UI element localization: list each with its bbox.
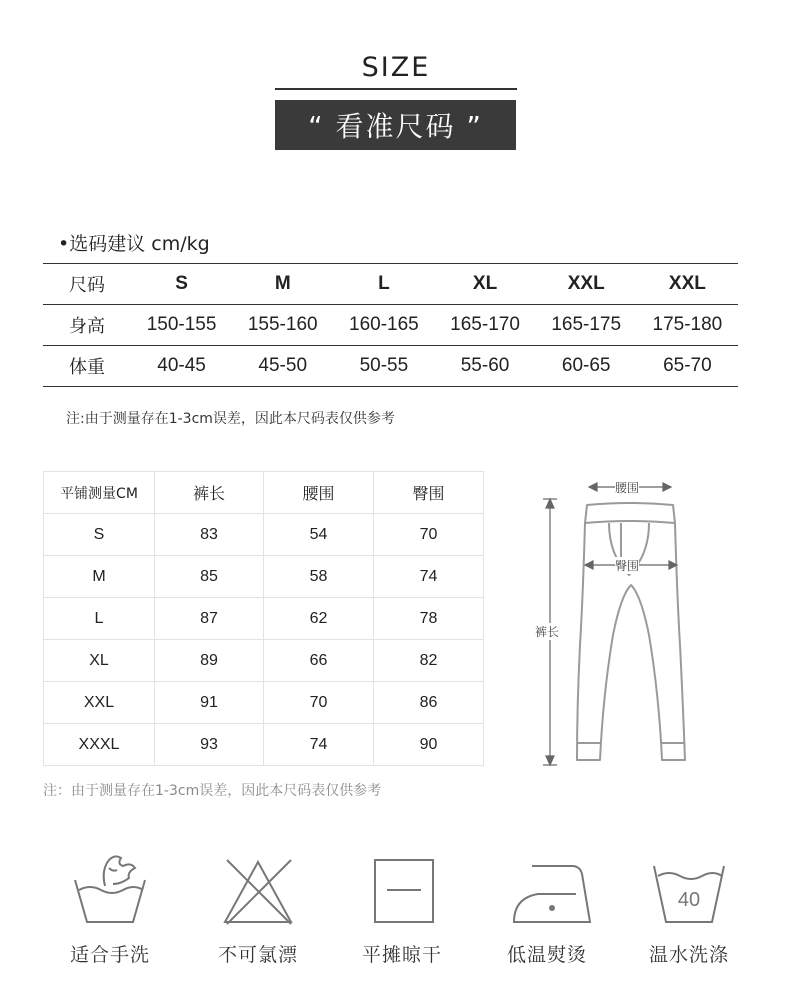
waist-cell: 74 — [264, 724, 374, 766]
size-cell: S — [44, 514, 155, 556]
weight-cell: 55-60 — [434, 346, 535, 387]
flat-dry-icon — [357, 850, 447, 930]
height-cell: 165-175 — [536, 305, 637, 346]
table-row — [43, 346, 738, 387]
hip-cell: 86 — [374, 682, 484, 724]
care-label: 不可氯漂 — [217, 944, 298, 966]
waist-cell: 62 — [264, 598, 374, 640]
no-bleach-icon — [213, 850, 303, 930]
weight-cell: 60-65 — [536, 346, 637, 387]
length-cell: 85 — [155, 556, 264, 598]
column-header: 臀围 — [374, 472, 484, 514]
row-label: 尺码 — [43, 264, 131, 305]
hip-cell: 74 — [374, 556, 484, 598]
care-label: 适合手洗 — [69, 944, 150, 966]
size-cell: S — [131, 264, 232, 305]
height-cell: 150-155 — [131, 305, 232, 346]
table-header-row — [44, 472, 484, 514]
size-cell: L — [333, 264, 434, 305]
pants-diagram — [525, 475, 695, 779]
table-row — [43, 264, 738, 305]
hip-cell: 90 — [374, 724, 484, 766]
waist-cell: 54 — [264, 514, 374, 556]
length-cell: 91 — [155, 682, 264, 724]
waist-cell: 70 — [264, 682, 374, 724]
length-cell: 87 — [155, 598, 264, 640]
care-wash-40 — [634, 850, 744, 967]
column-header: 裤长 — [155, 472, 264, 514]
weight-cell: 40-45 — [131, 346, 232, 387]
length-label: 裤长 — [535, 625, 560, 639]
recommendation-note: 注:由于测量存在1-3cm误差，因此本尺码表仅供参考 — [66, 411, 395, 427]
title-divider — [275, 88, 517, 90]
height-cell: 160-165 — [333, 305, 434, 346]
table-row — [44, 556, 484, 598]
height-cell: 175-180 — [637, 305, 738, 346]
banner: “ 看准尺码 ” — [275, 100, 516, 150]
care-label: 平摊晾干 — [361, 944, 442, 966]
weight-cell: 65-70 — [637, 346, 738, 387]
size-cell: XXL — [536, 264, 637, 305]
measurement-table — [43, 471, 484, 766]
table-row — [44, 682, 484, 724]
hip-label: 臀围 — [615, 559, 640, 573]
size-title: SIZE — [361, 52, 431, 83]
wash-temperature: 40 — [677, 889, 701, 911]
hip-cell: 70 — [374, 514, 484, 556]
low-iron-icon — [502, 850, 592, 930]
wash-40-icon — [644, 850, 734, 930]
length-cell: 89 — [155, 640, 264, 682]
table-row — [44, 598, 484, 640]
size-cell: XXL — [44, 682, 155, 724]
size-cell: M — [232, 264, 333, 305]
table-row — [43, 305, 738, 346]
size-cell: XXXL — [44, 724, 155, 766]
row-label: 身高 — [43, 305, 131, 346]
column-header: 平铺测量CM — [44, 472, 155, 514]
care-hand-wash — [55, 850, 165, 967]
row-label: 体重 — [43, 346, 131, 387]
size-cell: XL — [44, 640, 155, 682]
waist-cell: 66 — [264, 640, 374, 682]
height-cell: 155-160 — [232, 305, 333, 346]
column-header: 腰围 — [264, 472, 374, 514]
hip-cell: 82 — [374, 640, 484, 682]
hip-cell: 78 — [374, 598, 484, 640]
height-cell: 165-170 — [434, 305, 535, 346]
care-low-iron — [492, 850, 602, 967]
care-flat-dry — [347, 850, 457, 967]
recommendation-title: •选码建议 cm/kg — [58, 233, 210, 255]
length-cell: 83 — [155, 514, 264, 556]
waist-cell: 58 — [264, 556, 374, 598]
size-cell: XL — [434, 264, 535, 305]
table-row — [44, 514, 484, 556]
hand-wash-icon — [65, 850, 155, 930]
weight-cell: 50-55 — [333, 346, 434, 387]
recommendation-table — [43, 263, 738, 387]
care-label: 低温熨烫 — [506, 944, 587, 966]
size-cell: M — [44, 556, 155, 598]
measurement-note: 注：由于测量存在1-3cm误差，因此本尺码表仅供参考 — [43, 783, 382, 799]
size-cell: XXL — [637, 264, 738, 305]
size-cell: L — [44, 598, 155, 640]
table-row — [44, 724, 484, 766]
length-cell: 93 — [155, 724, 264, 766]
weight-cell: 45-50 — [232, 346, 333, 387]
care-no-bleach — [203, 850, 313, 967]
care-label: 温水洗涤 — [648, 944, 729, 966]
table-row — [44, 640, 484, 682]
waist-label: 腰围 — [615, 481, 640, 495]
